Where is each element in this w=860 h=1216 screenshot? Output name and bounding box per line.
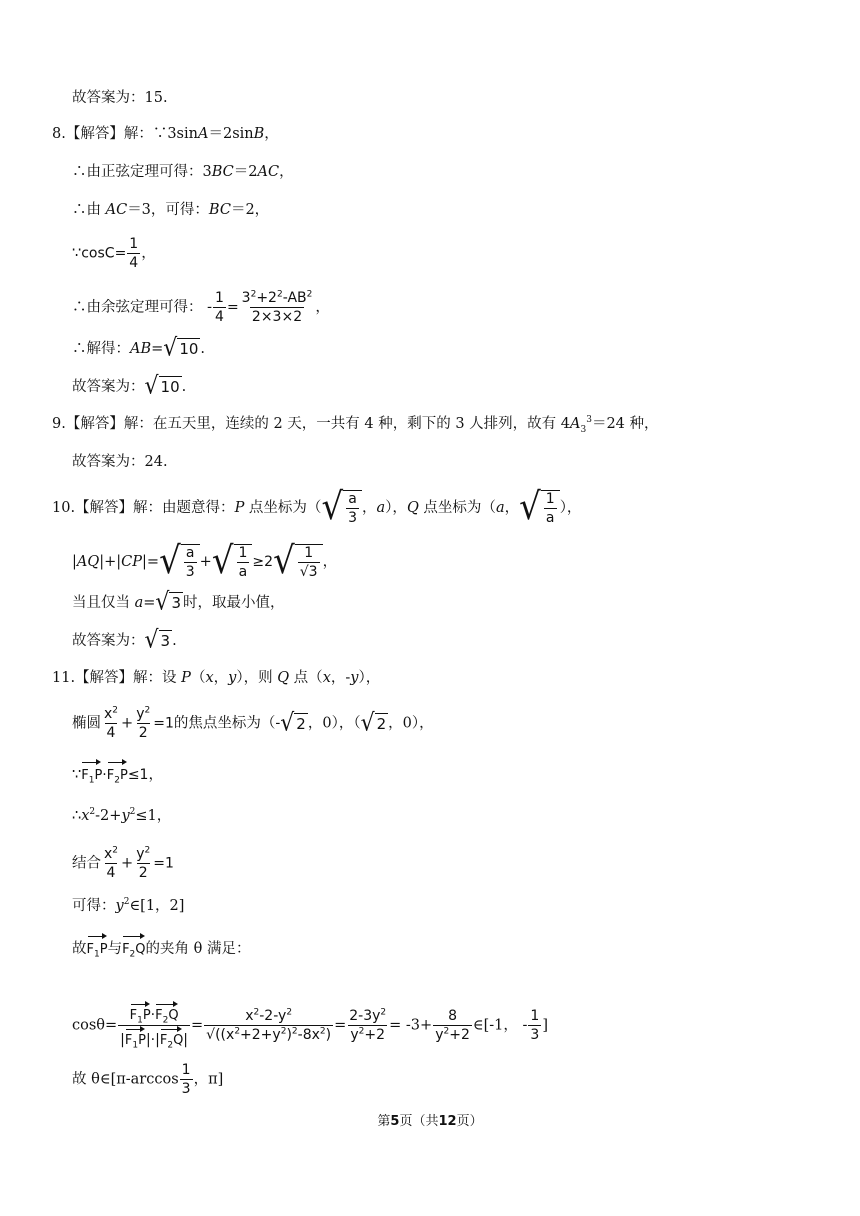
solution-10-heading: 10.【解答】解：由题意得：P 点坐标为（ √ $\frac{a}{3}$ ，a），Q 点坐标为（a， √ $\frac{1}{a}$ ）， xyxy=(52,484,582,529)
solution-9-heading: 9.【解答】解：在五天里，连续的 2 天，一共有 4 种，剩下的 3 人排列，故有 $4A_3^3=24$ 种， xyxy=(52,415,659,435)
page-footer: 第5页（共12页） xyxy=(377,1114,483,1129)
solution-8-heading: 8.【解答】解：∵3sinA＝2sinB， xyxy=(52,126,279,142)
solution-8-cosine-law: ∴由余弦定理可得： - $\frac{1}{4}$ = $\frac{3^2+2^2-AB^2}{2\times 3\times 2}$ ， xyxy=(72,289,330,325)
solution-8-cos-line: ∵cosC= $\frac{1}{4}$ ， xyxy=(72,236,156,271)
solution-11-heading: 11.【解答】解：设 P（x，y），则 Q 点（x，-y）， xyxy=(52,670,381,686)
answer-line-8: 故答案为： √ 10 . xyxy=(72,372,187,401)
solution-10-line: 当且仅当 a= √ 3 时，取最小值， xyxy=(72,588,285,617)
solution-11-cos-formula: cosθ= $\frac{F_1P\cdot F_2Q}{|F_1P|\cdot|F_2Q|}$ = $\frac{x^2-2-y^2}{√((x^2+2+y^2)^2-8x^2)}$ = $\frac{2-3y^2}{y^2+2}$ = -3+ $\frac{8}{y^2+2}$ ∈[-1， - $\frac{1}{3}$ ] xyxy=(72,1002,548,1049)
solution-11-range: 可得：$y^2\in[1$，2] xyxy=(72,897,185,914)
solution-11-line: $\therefore x^2-2+y^2\le 1$， xyxy=(72,807,172,824)
solution-8-line: ∴由 AC＝3，可得：BC＝2， xyxy=(72,202,270,218)
solution-10-inequality: |AQ|+|CP|= √ $\frac{a}{3}$ + √ $\frac{1}{a}$ ≥2 √ $\frac{1}{√3}$ ， xyxy=(72,538,338,583)
solution-11-final: 故 θ∈[π-arccos $\frac{1}{3}$ ，π] xyxy=(72,1062,224,1097)
solution-11-ellipse: 椭圆 $\frac{x^2}{4}$ + $\frac{y^2}{2}$ =1的焦点坐标为（- √ 2 ，0），（ √ 2 ，0）， xyxy=(72,705,434,741)
solution-11-angle-intro: 故$F_1P$与$F_2Q$的夹角 θ 满足： xyxy=(72,934,250,960)
answer-line-7: 故答案为：15. xyxy=(72,90,168,106)
solution-11-dot-product: $\because F_1P\cdot F_2P\le 1$， xyxy=(72,760,163,786)
answer-line-9: 故答案为：24. xyxy=(72,454,168,470)
answer-line-10: 故答案为： √ 3 . xyxy=(72,626,177,655)
solution-11-combine: 结合 $\frac{x^2}{4}$ + $\frac{y^2}{2}$ =1 xyxy=(72,845,174,881)
solution-8-result: ∴解得：AB= √ 10 . xyxy=(72,334,206,363)
solution-8-line: ∴由正弦定理可得：3BC＝2AC， xyxy=(72,164,294,180)
